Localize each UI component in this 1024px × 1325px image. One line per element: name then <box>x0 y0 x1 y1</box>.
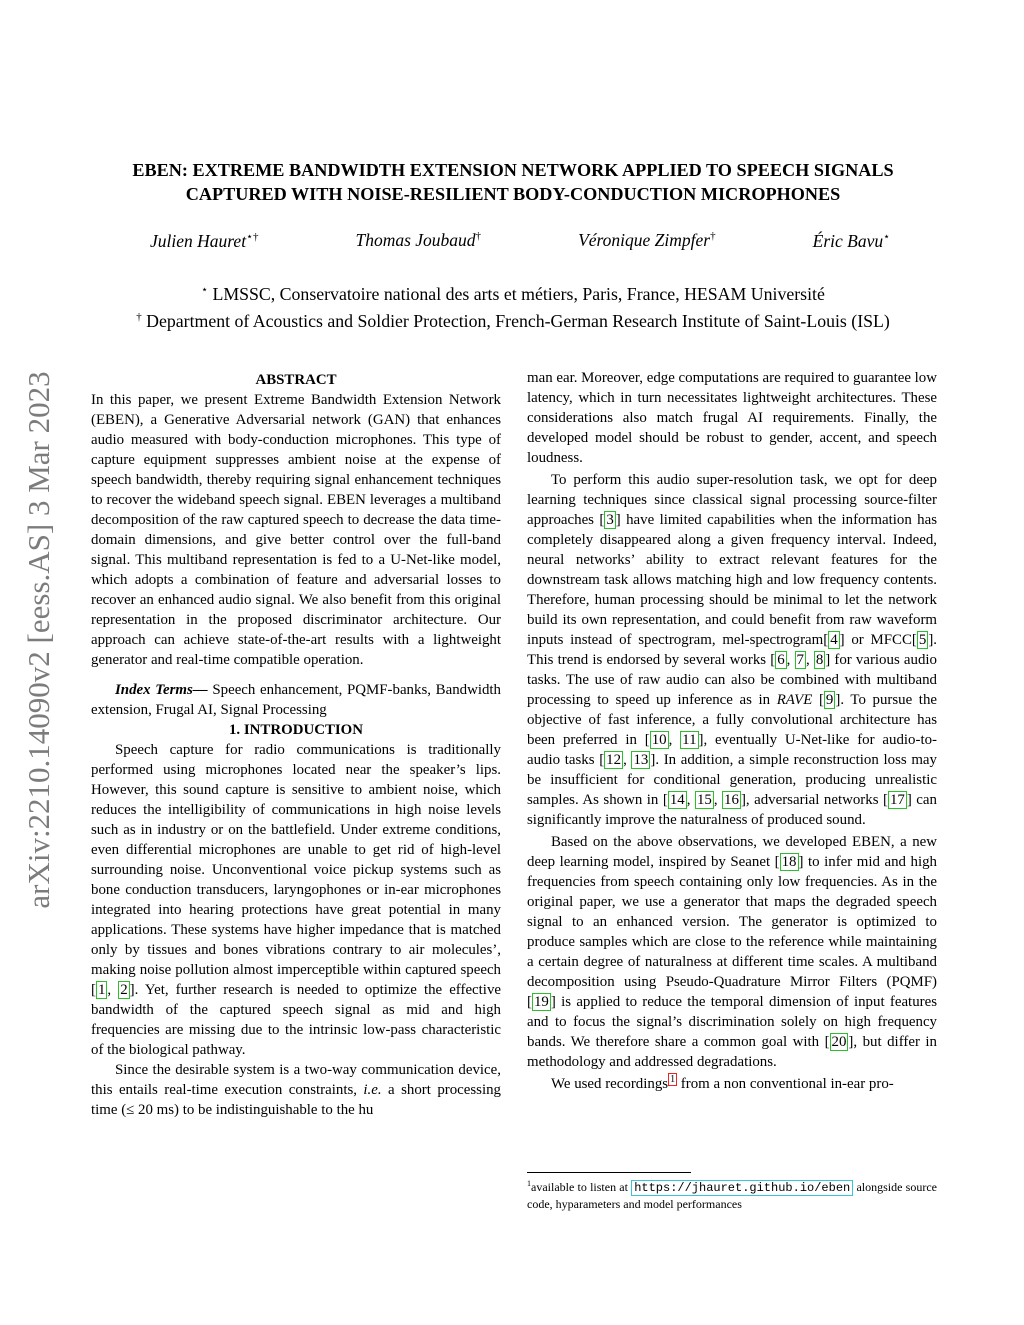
abstract-heading: ABSTRACT <box>255 372 337 388</box>
citation-link[interactable]: 20 <box>831 1034 847 1050</box>
intro-paragraph-1: Speech capture for radio communications is traditionally performed using microphones located near the speaker’s lips. However, this sound capture is sensitive to ambient noise, which reduces the intelligibility of communications in high noise levels such as in industry or on the battlefield. Under extreme conditions, even differential microphones are unable to get rid of high-level surrounding noise. Unconventional voice pickup systems such as bone conduction transducers, laryngophones or in-ear microphones integrated into hearing protections have great potential in many applications. These systems have higher impedance that is matched only by tissues and bones vibrations contrary to air molecules’, making noise pollution almost imperceptible within captured speech [ 1 , 2 ]. Yet, further research is needed to optimize the effective bandwidth of the captured speech signal as mid and high frequencies are missing due to the intrinsic low-pass characteristic of the biological pathway. <box>91 742 501 1058</box>
citation-link[interactable]: 2 <box>120 982 128 998</box>
index-terms: Index Terms— Speech enhancement, PQMF-banks, Bandwidth extension, Frugal AI, Signal Processing <box>91 682 501 718</box>
citation-link[interactable]: 15 <box>696 792 712 808</box>
citation-link[interactable]: 18 <box>781 854 797 870</box>
title-line-2: CAPTURED WITH NOISE-RESILIENT BODY-CONDUCTION MICROPHONES <box>185 184 841 204</box>
footnote: $^1$available to listen at https://jhauret.github.io/eben alongside source code, hyparameters and model performances <box>527 1179 937 1211</box>
intro-paragraph-2-continued: man ear. Moreover, edge computations are required to guarantee low latency, which in turn necessitates lightweight architectures. These considerations also match frugal AI requirements. Finally, the developed model should be robust to gender, accent, and speech loudness. <box>527 370 937 466</box>
citation-link[interactable]: 1 <box>97 982 106 998</box>
author: Éric Bavu⋆ <box>812 230 890 251</box>
author: Véronique Zimpfer† <box>578 230 716 250</box>
intro-paragraph-3: To perform this audio super-resolution task, we opt for deep learning techniques since classical signal processing source-filter approaches [ 3 ] have limited capabilities when the information has completely disappeared along a given frequency interval. Indeed, neural networks’ ability to extract relevant features for the downstream task allows matching high and low frequency contents. Therefore, human processing should be minimal to let the network build its own representation, and could benefit from raw waveform inputs instead of spectrogram, mel-spectrogram[ 4 ] or MFCC[ 5 ]. This trend is endorsed by several works [ 6 , 7 , 8 ] for various audio tasks. The use of raw audio can also be combined with multiband processing to speed up inference as in RAVE [ 9 ]. To pursue the objective of fast inference, a fully convolutional architecture has been preferred in [ 10 , 11 ], eventually U-Net-like for audio-to-audio tasks [ 12 , 13 ]. In addition, a simple reconstruction loss may be insufficient for conditional generation, producing unrealistic samples. As shown in [ 14 , 15 , 16 ], adversarial networks [ 17 ] can significantly improve the naturalness of produced sound. <box>527 472 938 828</box>
citation-link[interactable]: 5 <box>918 632 927 648</box>
intro-paragraph-2: Since the desirable system is a two-way communication device, this entails real-time execution constraints, i.e. a short processing time (≤ 20 ms) to be indistinguishable to the hu <box>91 1062 502 1118</box>
abstract-body: In this paper, we present Extreme Bandwidth Extension Network (EBEN), a Generative Adversarial network (GAN) that enhances audio measured with body-conduction microphones. This type of capture equipment suppresses ambient noise at the expense of speech bandwidth, thereby requiring signal enhancement techniques to recover the wideband speech signal. EBEN leverages a multiband decomposition of the raw captured speech to decrease the data time-domain dimensions, and give better control over the full-band signal. This multiband representation is fed to a U-Net-like model, which adopts a combination of feature and adversarial losses to recover an enhanced audio signal. We also benefit from this original representation in the proposed discriminator architecture. Our approach can achieve state-of-the-art results with a lightweight generator and real-time compatible operation. <box>91 392 501 668</box>
footnote-divider <box>527 1172 691 1173</box>
affiliations <box>40 279 986 333</box>
citation-link[interactable]: 11 <box>682 732 697 748</box>
citation-link[interactable]: 7 <box>796 652 804 668</box>
citation-link[interactable]: 16 <box>724 792 739 808</box>
citation-link[interactable]: 10 <box>651 732 667 748</box>
citation-link[interactable]: 6 <box>777 652 785 668</box>
title-line-1: EBEN: EXTREME BANDWIDTH EXTENSION NETWORK APPLIED TO SPEECH SIGNALS <box>132 160 894 180</box>
author: Julien Hauret⋆† <box>150 230 259 251</box>
citation-link[interactable]: 9 <box>825 692 834 708</box>
intro-paragraph-5: We used recordings $^1$ from a non conventional in-ear pro- <box>551 1074 894 1092</box>
author: Thomas Joubaud† <box>355 230 482 250</box>
paper-title <box>80 158 946 206</box>
citation-link[interactable]: 14 <box>669 792 685 808</box>
affiliation-line: ⋆ LMSSC, Conservatoire national des arts et métiers, Paris, France, HESAM Université <box>201 283 825 304</box>
index-terms-label: Index Terms— <box>115 682 208 698</box>
citation-link[interactable]: 12 <box>606 752 622 768</box>
author-list <box>150 230 890 252</box>
intro-paragraph-4: Based on the above observations, we developed EBEN, a new deep learning model, inspired by Seanet [ 18 ] to infer mid and high frequencies from speech containing only low frequencies. As in the original paper, we use a generator that maps the degraded speech signal to an enhanced version. The generator is optimized to produce samples which are close to the reference while maintaining a certain degree of naturalness at different time scales. A multiband decomposition using Pseudo-Quadrature Mirror Filters (PQMF) [ 19 ] is applied to reduce the temporal dimension of input features and to focus the signal’s discrimination solely on high frequency bands. We therefore share a common goal with [ 20 ], but differ in methodology and addressed degradations. <box>527 834 937 1070</box>
affiliation-line: † Department of Acoustics and Soldier Protection, French-German Research Institute of Saint-Louis (ISL) <box>136 310 890 331</box>
project-url-link[interactable]: https://jhauret.github.io/eben <box>631 1180 853 1196</box>
citation-link[interactable]: 13 <box>633 752 649 768</box>
citation-link[interactable]: 19 <box>533 994 549 1010</box>
citation-link[interactable]: 4 <box>830 632 838 648</box>
citation-link[interactable]: 17 <box>889 792 905 808</box>
arxiv-identifier-stamp: arXiv:2210.14090v2 [eess.AS] 3 Mar 2023 <box>21 371 56 909</box>
left-column <box>91 370 501 1120</box>
footnote-marker-link[interactable]: 1 <box>670 1074 676 1086</box>
citation-link[interactable]: 3 <box>606 512 614 528</box>
introduction-heading: 1. INTRODUCTION <box>228 722 364 738</box>
citation-link[interactable]: 8 <box>815 652 824 668</box>
right-column <box>527 368 937 1094</box>
